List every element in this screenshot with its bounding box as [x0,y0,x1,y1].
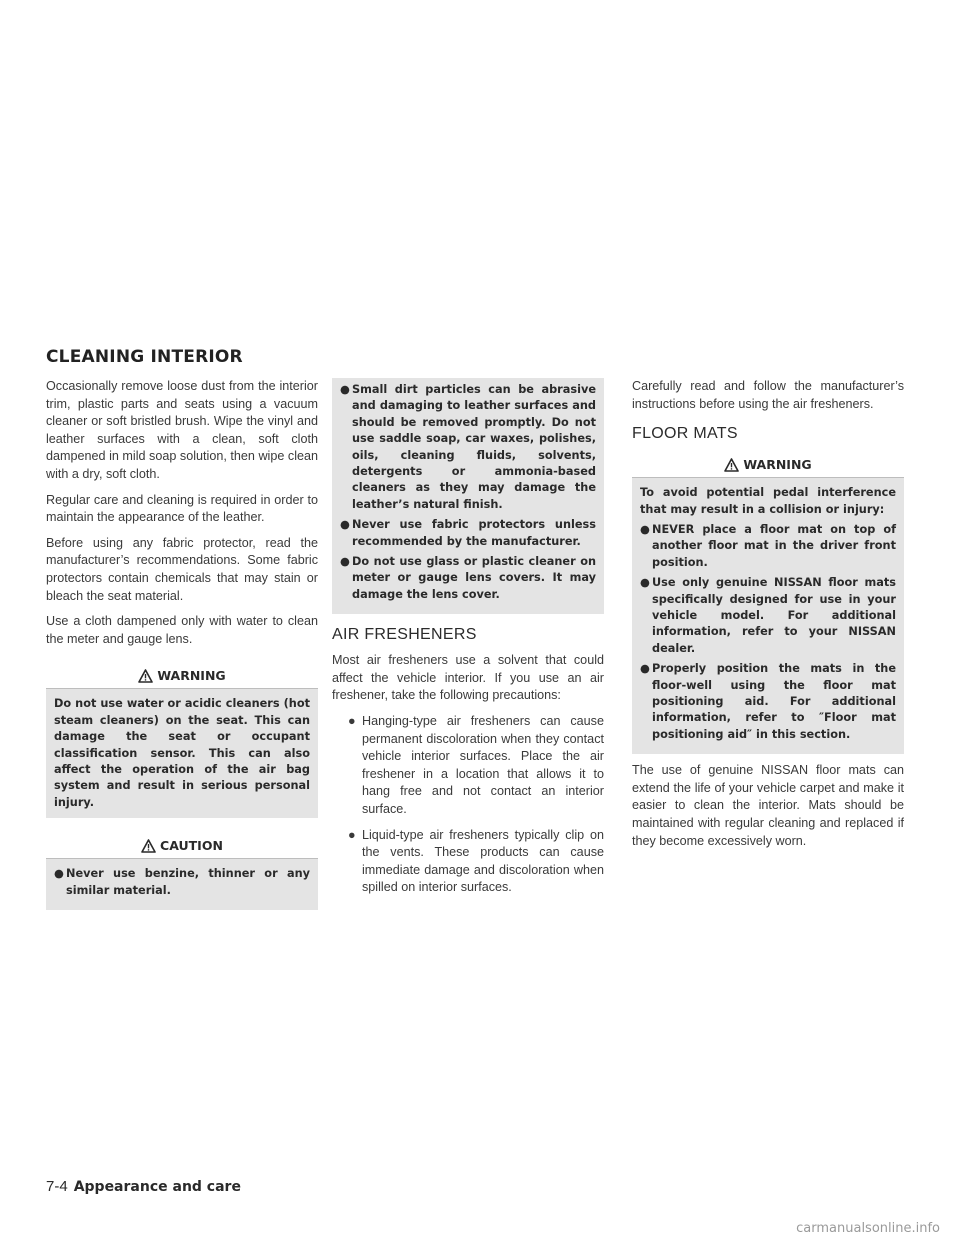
warning-title: WARNING [632,451,904,477]
warning-box [632,451,904,754]
list-item: ● Use only genuine NISSAN floor mats specifically designed for use in your vehicle model. For additional information, refer to your NISSAN dealer. [640,575,896,657]
air-fresheners-list [332,713,604,897]
paragraph: Use a cloth dampened only with water to clean the meter and gauge lens. [46,614,318,646]
caution-text [46,859,318,910]
warning-title: WARNING [46,662,318,688]
warning-text: To avoid potential pedal interference that may result in a collision or injury: ● NEVER place a floor mat on top of another floor mat in the driver front position. ● Use only genuine NISSAN floor mats specifically designed for use in your vehicle model. For additional information, refer to your NISSAN dealer. ● Properly position the mats in the floor-well using the floor mat positioning aid. For additional information, refer to ″Floor mat positioning aid″ in this section. [632,478,904,754]
floor-mats-heading: FLOOR MATS [632,425,738,443]
bullet: ● [640,576,650,590]
chapter-title: Appearance and care [73,1179,241,1195]
list-item: ● Small dirt particles can be abrasive and damaging to leather surfaces and should be removed promptly. Do not use saddle soap, car waxes, polishes, oils, cleaning fluids, solvents, detergents or ammonia-based cleaners as they may damage the leather’s natural finish. [340,382,596,513]
bullet: ● [340,518,350,532]
bullet: ● [640,523,650,536]
caution-title: CAUTION [46,832,318,858]
bullet: ● [640,662,650,676]
list-item: ● Do not use glass or plastic cleaner on meter or gauge lens covers. It may damage the lens cover. [340,554,596,603]
air-fresheners-heading: AIR FRESHENERS [332,626,477,644]
section-title: CLEANING INTERIOR [46,347,243,367]
list-item: ● NEVER place a floor mat on top of another floor mat in the driver front position. [640,522,896,571]
column-3 [632,378,904,858]
paragraph: Occasionally remove loose dust from the interior trim, plastic parts and seats using a vacuum cleaner or soft bristled brush. Wipe the vinyl and leather surfaces with a clean, soft cloth dampened in mild soap solution, then wipe clean with a dry, soft cloth. [46,379,318,481]
watermark: carmanualsonline.info [796,1221,940,1236]
column-2 [332,378,604,905]
caution-box [46,832,318,910]
list-item: ● Never use benzine, thinner or any similar material. [54,866,310,899]
column-1 [46,378,318,910]
list-item: ● Properly position the mats in the floor-well using the floor mat positioning aid. For additional information, refer to ″Floor mat positioning aid″ in this section. [640,661,896,743]
bullet: ● [348,714,356,729]
warning-box [46,662,318,818]
page-footer [46,1178,241,1195]
bullet: ● [348,827,356,842]
warning-triangle-icon [138,669,153,683]
caution-continued [332,378,604,614]
page-number: 7-4 [46,1178,68,1195]
warning-triangle-icon [724,458,739,472]
bullet: ● [340,383,350,396]
warning-text: Do not use water or acidic cleaners (hot steam cleaners) on the seat. This can damage the seat or occupant classification sensor. This can also affect the operation of the air bag system and result in serious personal injury. [46,689,318,818]
paragraph: Carefully read and follow the manufacturer’s instructions before using the air fresheners. [632,379,904,411]
paragraph: The use of genuine NISSAN floor mats can extend the life of your vehicle carpet and make it easier to clean the interior. Mats should be maintained with regular cleaning and replaced if they become excessively worn. [632,763,904,848]
warning-triangle-icon [141,839,156,853]
paragraph: Most air fresheners use a solvent that could affect the vehicle interior. If you use an air freshener, take the following precautions: [332,653,604,703]
bullet: ● [340,555,350,569]
list-item: ● Hanging-type air fresheners can cause permanent discoloration when they contact vehicle interior surfaces. Place the air freshener in a location that allows it to hang free and not contact an interior surface. [348,713,604,819]
paragraph: Before using any fabric protector, read the manufacturer’s recommendations. Some fabric protectors contain chemicals that may stain or bleach the seat material. [46,535,318,603]
paragraph: Regular care and cleaning is required in order to maintain the appearance of the leather. [46,492,318,525]
bullet: ● [54,867,64,881]
list-item: ● Liquid-type air fresheners typically clip on the vents. These products can cause immediate damage and discoloration when spilled on interior surfaces. [348,827,604,897]
list-item: ● Never use fabric protectors unless recommended by the manufacturer. [340,517,596,550]
